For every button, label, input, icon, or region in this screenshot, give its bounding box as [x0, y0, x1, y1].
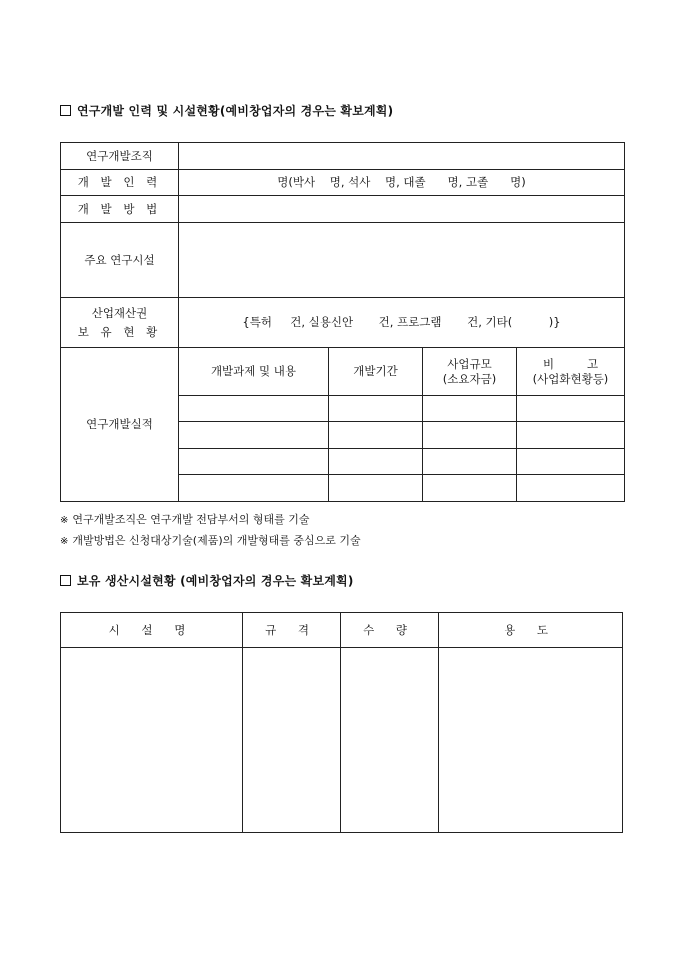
note-text: 연구개발조직은 연구개발 전담부서의 형태를 기술 [72, 513, 310, 526]
section1-title: 연구개발 인력 및 시설현황(예비창업자의 경우는 확보계획) [77, 104, 394, 118]
perf-cell[interactable] [329, 422, 423, 449]
perf-cell[interactable] [179, 422, 329, 449]
facility-header-use: 용 도 [439, 613, 623, 648]
perf-cell[interactable] [329, 475, 423, 502]
perf-cell[interactable] [179, 396, 329, 422]
checkbox-square-icon [60, 575, 71, 586]
staff-label: 개 발 인 력 [61, 170, 179, 196]
perf-cell[interactable] [423, 449, 517, 475]
notes [60, 510, 361, 552]
perf-cell[interactable] [179, 475, 329, 502]
perf-cell[interactable] [329, 396, 423, 422]
facility-header-qty: 수 량 [341, 613, 439, 648]
checkbox-square-icon [60, 105, 71, 116]
perf-cell[interactable] [517, 422, 625, 449]
org-value-cell[interactable] [179, 143, 625, 170]
perf-header-scale-line2: (소요자금) [442, 371, 497, 386]
perf-cell[interactable] [423, 396, 517, 422]
ip-label-line1: 산업재산권 [91, 306, 148, 321]
org-label: 연구개발조직 [61, 143, 179, 170]
method-value-cell[interactable] [179, 196, 625, 223]
ip-label [61, 298, 179, 348]
perf-header-note-line2: (사업화현황등) [532, 371, 609, 386]
perf-cell[interactable] [517, 475, 625, 502]
reference-mark-icon: ※ [60, 536, 69, 547]
facility-table [60, 612, 623, 833]
facility-label: 주요 연구시설 [61, 223, 179, 298]
facility-header-name: 시 설 명 [61, 613, 243, 648]
note-text: 개발방법은 신청대상기술(제품)의 개발형태를 중심으로 기술 [72, 534, 361, 547]
facility-cell[interactable] [341, 648, 439, 833]
perf-label: 연구개발실적 [61, 348, 179, 502]
perf-header-note [517, 348, 625, 396]
perf-header-scale-line1: 사업규모 [447, 357, 492, 372]
perf-header-scale [423, 348, 517, 396]
perf-cell[interactable] [423, 422, 517, 449]
perf-cell[interactable] [179, 449, 329, 475]
section2-title: 보유 생산시설현황 (예비창업자의 경우는 확보계획) [77, 574, 354, 588]
perf-cell[interactable] [423, 475, 517, 502]
method-label: 개 발 방 법 [61, 196, 179, 223]
section1-heading [60, 102, 393, 119]
perf-cell[interactable] [517, 396, 625, 422]
staff-value-cell[interactable]: 명(박사 명, 석사 명, 대졸 명, 고졸 명) [179, 170, 625, 196]
facility-cell[interactable] [439, 648, 623, 833]
perf-cell[interactable] [517, 449, 625, 475]
section2-heading [60, 572, 354, 589]
reference-mark-icon: ※ [60, 515, 69, 526]
ip-label-line2: 보 유 현 황 [77, 324, 162, 339]
facility-header-spec: 규 격 [243, 613, 341, 648]
note-item [60, 510, 361, 531]
facility-cell[interactable] [243, 648, 341, 833]
perf-header-note-line1: 비 고 [542, 357, 599, 372]
facility-cell[interactable] [61, 648, 243, 833]
perf-header-task: 개발과제 및 내용 [179, 348, 329, 396]
ip-value-cell[interactable]: {특허 건, 실용신안 건, 프로그램 건, 기타( )} [179, 298, 625, 348]
perf-cell[interactable] [329, 449, 423, 475]
rd-status-table [60, 142, 625, 502]
note-item [60, 531, 361, 552]
perf-header-period: 개발기간 [329, 348, 423, 396]
facility-value-cell[interactable] [179, 223, 625, 298]
